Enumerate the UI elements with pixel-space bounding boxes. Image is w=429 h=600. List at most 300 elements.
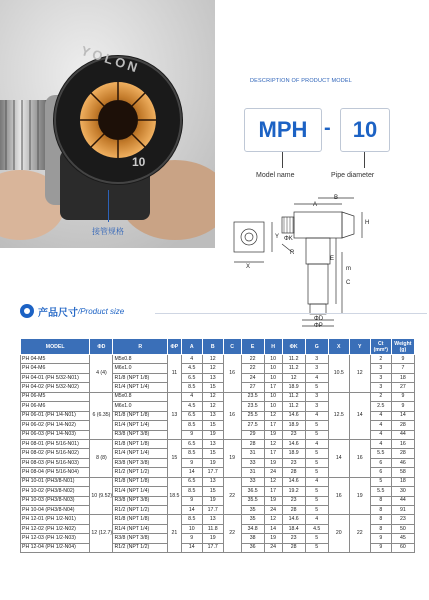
technical-drawing (222, 192, 429, 332)
group-y: 14 (349, 392, 370, 439)
table-cell: R1/4 (NPT 1/4) (113, 487, 168, 496)
table-cell: 8 (370, 496, 391, 505)
table-cell: 35.5 (241, 496, 264, 505)
table-cell: 5 (305, 506, 328, 515)
table-cell: 36 (241, 543, 264, 552)
table-cell: 44 (391, 430, 414, 439)
table-cell: M6x1.0 (113, 364, 168, 373)
table-cell: 33 (241, 477, 264, 486)
table-cell: 12 (202, 364, 223, 373)
table-cell: 9 (391, 402, 414, 411)
ring-brand-text: YOLON (79, 42, 143, 77)
column-header: MODEL (21, 339, 90, 355)
table-cell: 11.2 (282, 364, 305, 373)
table-cell: 4 (305, 515, 328, 524)
table-cell: 4 (181, 392, 202, 401)
table-cell: 4 (370, 439, 391, 448)
table-cell: 60 (391, 543, 414, 552)
column-header: Ct (mm²) (370, 339, 391, 355)
column-header: ΦK (282, 339, 305, 355)
tube-od-mm: 8 (96, 454, 99, 461)
table-cell: 33 (241, 458, 264, 467)
table-cell: 8.5 (181, 515, 202, 524)
table-cell: 31 (241, 449, 264, 458)
table-cell: PH 10-03 (PH3/8-N03) (21, 496, 90, 505)
table-cell: 13 (202, 477, 223, 486)
table-cell: 4.5 (181, 402, 202, 411)
table-cell: 14 (391, 411, 414, 420)
table-cell: 35 (241, 515, 264, 524)
table-cell: 19 (264, 534, 282, 543)
model-name-label: Model name (256, 172, 295, 179)
caption-pointer (108, 190, 109, 222)
table-cell: 14 (181, 506, 202, 515)
table-cell: 44 (391, 496, 414, 505)
table-cell: 9 (181, 458, 202, 467)
table-cell: 35 (241, 506, 264, 515)
section-icon (20, 304, 34, 318)
table-cell: 18.9 (282, 449, 305, 458)
table-cell: 9 (391, 355, 414, 364)
table-cell: 18 (391, 373, 414, 382)
group-p: 13 (168, 392, 182, 439)
table-cell: 10 (264, 373, 282, 382)
tube-od-inch: (12.7) (97, 530, 113, 537)
group-c: 22 (223, 515, 241, 553)
table-cell: R1/8 (NPT 1/8) (113, 515, 168, 524)
table-cell: 12 (264, 439, 282, 448)
table-cell: 34.8 (241, 524, 264, 533)
table-cell: 23 (391, 515, 414, 524)
table-cell: 5 (305, 487, 328, 496)
table-cell: 3 (370, 383, 391, 392)
table-cell: 4 (181, 355, 202, 364)
table-cell: 14 (264, 524, 282, 533)
table-cell: 17 (264, 421, 282, 430)
label-phik: ΦK (284, 236, 293, 242)
group-tube-od (90, 392, 113, 439)
table-cell: 13 (202, 439, 223, 448)
tube-od-mm: 4 (96, 369, 99, 376)
table-cell: 9 (391, 392, 414, 401)
table-cell: 58 (391, 468, 414, 477)
table-cell: 19 (202, 458, 223, 467)
table-cell: 9 (370, 543, 391, 552)
group-c: 16 (223, 355, 241, 393)
table-cell: 13 (202, 373, 223, 382)
table-cell: 4.5 (305, 524, 328, 533)
description-title: DESCRIPTION OF PRODUCT MODEL (250, 78, 353, 84)
table-cell: 10 (264, 355, 282, 364)
table-cell: R3/8 (NPT 3/8) (113, 534, 168, 543)
table-cell: 4 (305, 373, 328, 382)
table-cell: R1/4 (NPT 1/4) (113, 421, 168, 430)
table-cell: 27.5 (241, 421, 264, 430)
side-view-body (294, 212, 342, 238)
table-cell: 19 (202, 496, 223, 505)
table-cell: 24 (264, 506, 282, 515)
table-cell: 16 (391, 439, 414, 448)
table-cell: 28 (391, 449, 414, 458)
group-c: 19 (223, 439, 241, 477)
table-cell: PH 12-03 (PH 1/2-N03) (21, 534, 90, 543)
table-cell: 30 (391, 487, 414, 496)
tube-od-inch: (9.52) (97, 492, 113, 499)
table-cell: 12 (202, 392, 223, 401)
table-cell: 5 (305, 496, 328, 505)
column-header: ΦP (168, 339, 182, 355)
table-cell: 14.6 (282, 515, 305, 524)
table-cell: 17.7 (202, 506, 223, 515)
table-cell: 5 (305, 449, 328, 458)
table-cell: 45 (391, 534, 414, 543)
table-cell: 5 (305, 458, 328, 467)
table-cell: PH 12-02 (PH 1/2-N02) (21, 524, 90, 533)
table-cell: 19 (202, 430, 223, 439)
table-cell: 6.5 (181, 411, 202, 420)
table-cell: 4 (305, 411, 328, 420)
table-cell: 28 (282, 506, 305, 515)
column-header: H (264, 339, 282, 355)
table-cell: PH 04-M5 (21, 355, 90, 364)
table-cell: 5 (305, 430, 328, 439)
table-cell: 3 (370, 373, 391, 382)
column-header: Weight (g) (391, 339, 414, 355)
table-cell: 25.5 (241, 411, 264, 420)
tube-od-mm: 6 (92, 412, 96, 419)
table-cell: PH 10-04 (PH3/8-N04) (21, 506, 90, 515)
table-cell: 19.2 (282, 487, 305, 496)
table-cell: 6.5 (181, 439, 202, 448)
section-divider (155, 313, 427, 314)
table-cell: M6x1.0 (113, 402, 168, 411)
table-cell: PH 06-01 (PH 1/4-N01) (21, 411, 90, 420)
column-header: B (202, 339, 223, 355)
column-header: A (181, 339, 202, 355)
group-c: 16 (223, 392, 241, 439)
model-name-tick (282, 152, 283, 168)
table-cell: R1/8 (NPT 1/8) (113, 477, 168, 486)
table-cell: 8.5 (181, 383, 202, 392)
table-cell: 3 (305, 402, 328, 411)
tube-od-mm: 10 (91, 492, 98, 499)
table-cell: 7 (391, 364, 414, 373)
table-cell: PH 06-03 (PH 1/4-N03) (21, 430, 90, 439)
tube-od-inch: (8) (98, 454, 107, 461)
group-p: 18.5 (168, 477, 182, 515)
table-cell: PH 08-02 (PH 5/16-N02) (21, 449, 90, 458)
table-cell: 2.5 (370, 402, 391, 411)
table-cell: R1/2 (NPT 1/2) (113, 506, 168, 515)
group-y: 16 (349, 439, 370, 477)
table-cell: R1/2 (NPT 1/2) (113, 543, 168, 552)
table-cell: 18.9 (282, 383, 305, 392)
spec-table (20, 338, 415, 553)
table-cell: 6 (370, 468, 391, 477)
table-cell: 2 (370, 355, 391, 364)
table-cell: R1/4 (NPT 1/4) (113, 449, 168, 458)
table-cell: 29 (241, 430, 264, 439)
table-cell: PH 06-M5 (21, 392, 90, 401)
column-header: ΦD (90, 339, 113, 355)
table-cell: 23 (282, 534, 305, 543)
table-cell: 38 (241, 534, 264, 543)
table-cell: 9 (370, 534, 391, 543)
table-cell: 3 (370, 364, 391, 373)
group-y: 19 (349, 477, 370, 515)
label-phip: ΦP (314, 323, 323, 329)
table-cell: 8.5 (181, 421, 202, 430)
table-cell: M5x0.8 (113, 355, 168, 364)
table-row (21, 515, 415, 524)
table-cell: 14.6 (282, 439, 305, 448)
table-cell: 31 (241, 468, 264, 477)
table-cell: 5 (370, 477, 391, 486)
table-cell: 46 (391, 458, 414, 467)
table-cell: 2 (370, 392, 391, 401)
table-cell: 6.5 (181, 373, 202, 382)
table-cell: 19 (264, 458, 282, 467)
table-row (21, 355, 415, 364)
table-header-row (21, 339, 415, 355)
table-cell: 4.5 (181, 364, 202, 373)
photo-caption: 接管规格 (92, 227, 124, 236)
table-cell: 5 (305, 543, 328, 552)
table-cell: 3 (305, 364, 328, 373)
table-cell: 91 (391, 506, 414, 515)
table-cell: M5x0.8 (113, 392, 168, 401)
table-cell: 17.7 (202, 468, 223, 477)
column-header: R (113, 339, 168, 355)
table-cell: 23 (282, 496, 305, 505)
pipe-diameter-label: Pipe diameter (331, 172, 375, 179)
table-cell: 11.8 (202, 524, 223, 533)
label-m: m (346, 266, 351, 272)
table-cell: 11.2 (282, 392, 305, 401)
table-cell: 9 (181, 496, 202, 505)
table-cell: 11.2 (282, 402, 305, 411)
top-view-body (234, 222, 264, 252)
section-title: 产品尺寸 (38, 307, 78, 319)
section-subtitle: /Product size (78, 306, 125, 316)
table-cell: PH 04-M6 (21, 364, 90, 373)
table-cell: 5.5 (370, 449, 391, 458)
table-cell: PH 04-01 (PH 5/32-N01) (21, 373, 90, 382)
column-header: X (328, 339, 349, 355)
label-c: C (346, 280, 351, 286)
table-row (21, 439, 415, 448)
label-r: R (290, 250, 295, 256)
table-cell: PH 08-01 (PH 5/16-N01) (21, 439, 90, 448)
group-x: 14 (328, 439, 349, 477)
table-cell: 8.5 (181, 487, 202, 496)
table-cell: 24 (264, 468, 282, 477)
table-cell: PH 06-02 (PH 1/4-N02) (21, 421, 90, 430)
side-view-hex (342, 212, 354, 238)
group-y: 12 (349, 355, 370, 393)
table-cell: 10 (181, 524, 202, 533)
table-cell: 5 (305, 383, 328, 392)
tube-sleeve (308, 264, 328, 304)
table-cell: 8 (370, 506, 391, 515)
table-cell: 4 (370, 411, 391, 420)
table-cell: 22 (241, 355, 264, 364)
table-cell: 12 (264, 411, 282, 420)
table-cell: 4 (305, 477, 328, 486)
top-view-port (241, 229, 257, 245)
table-cell: 12 (282, 373, 305, 382)
tube-od-mm: 12 (91, 530, 98, 537)
group-p: 15 (168, 439, 182, 477)
model-dash: - (324, 117, 331, 139)
top-view-port-inner (245, 233, 253, 241)
table-cell: 17 (264, 449, 282, 458)
table-cell: 5 (305, 468, 328, 477)
group-p: 11 (168, 355, 182, 393)
table-cell: 28 (282, 543, 305, 552)
column-header: E (241, 339, 264, 355)
table-cell: 50 (391, 524, 414, 533)
table-cell: 36.5 (241, 487, 264, 496)
table-cell: R1/8 (NPT 1/8) (113, 411, 168, 420)
table-cell: R3/8 (NPT 3/8) (113, 458, 168, 467)
group-tube-od (90, 355, 113, 393)
table-cell: 19 (202, 534, 223, 543)
table-cell: 18 (391, 477, 414, 486)
table-cell: 17 (264, 487, 282, 496)
group-y: 22 (349, 515, 370, 553)
table-cell: PH 04-02 (PH 5/32-N02) (21, 383, 90, 392)
table-cell: 9 (181, 534, 202, 543)
table-cell: 6.5 (181, 477, 202, 486)
table-cell: R1/2 (NPT 1/2) (113, 468, 168, 477)
table-cell: 12 (264, 477, 282, 486)
section-header (20, 300, 124, 322)
table-cell: 17.7 (202, 543, 223, 552)
table-cell: 3 (305, 392, 328, 401)
group-p: 21 (168, 515, 182, 553)
pipe-diameter-tick (364, 152, 365, 168)
model-code-box: MPH (244, 108, 322, 152)
table-cell: 28 (391, 421, 414, 430)
table-cell: 14 (181, 543, 202, 552)
table-cell: 12 (264, 515, 282, 524)
group-x: 10.5 (328, 355, 349, 393)
table-cell: R1/4 (NPT 1/4) (113, 383, 168, 392)
table-cell: 15 (202, 421, 223, 430)
table-cell: 4 (370, 430, 391, 439)
table-cell: 12 (202, 355, 223, 364)
table-cell: PH 10-02 (PH3/8-N02) (21, 487, 90, 496)
table-cell: 5 (305, 534, 328, 543)
tube-od-inch: (6.35) (95, 412, 111, 419)
table-cell: PH 08-04 (PH 5/16-N04) (21, 468, 90, 477)
tube-body (306, 238, 330, 264)
label-x: X (246, 264, 251, 270)
table-cell: 17 (264, 383, 282, 392)
table-cell: 12 (202, 402, 223, 411)
table-cell: 14.6 (282, 411, 305, 420)
table-cell: R3/8 (NPT 3/8) (113, 496, 168, 505)
column-header: Y (349, 339, 370, 355)
table-cell: 23.5 (241, 402, 264, 411)
group-tube-od (90, 439, 113, 477)
table-row (21, 392, 415, 401)
table-cell: 22 (241, 364, 264, 373)
table-cell: 8 (370, 524, 391, 533)
table-cell: 15 (202, 487, 223, 496)
table-cell: 5.5 (370, 487, 391, 496)
table-cell: 18.9 (282, 421, 305, 430)
column-header: G (305, 339, 328, 355)
table-cell: PH 06-M6 (21, 402, 90, 411)
table-cell: 10 (264, 392, 282, 401)
table-cell: 4 (370, 421, 391, 430)
table-cell: 27 (391, 383, 414, 392)
table-cell: 11.2 (282, 355, 305, 364)
table-cell: 15 (202, 383, 223, 392)
table-cell: 5 (305, 421, 328, 430)
table-cell: 23 (282, 430, 305, 439)
table-cell: 6 (370, 458, 391, 467)
table-cell: 19 (264, 496, 282, 505)
label-h: H (365, 220, 370, 226)
table-cell: 28 (282, 468, 305, 477)
group-tube-od (90, 515, 113, 553)
tube-od-inch: (4) (98, 369, 107, 376)
table-cell: 23.5 (241, 392, 264, 401)
table-cell: 28 (241, 439, 264, 448)
label-b: B (334, 195, 339, 201)
table-cell: 10 (264, 402, 282, 411)
pipe-size-box: 10 (340, 108, 390, 152)
table-cell: 4 (305, 439, 328, 448)
table-cell: 8.5 (181, 449, 202, 458)
table-cell: PH 10-01 (PH3/8-N01) (21, 477, 90, 486)
label-y: Y (275, 234, 280, 240)
table-cell: 8 (370, 515, 391, 524)
table-cell: 15 (202, 449, 223, 458)
table-cell: R1/8 (NPT 1/8) (113, 373, 168, 382)
table-cell: 24 (241, 373, 264, 382)
table-cell: R1/8 (NPT 1/8) (113, 439, 168, 448)
group-x: 20 (328, 515, 349, 553)
group-x: 12.5 (328, 392, 349, 439)
label-phid: ΦD (314, 316, 324, 322)
table-cell: 14 (181, 468, 202, 477)
ring-size-mark: 10 (132, 155, 146, 169)
table-cell: PH 12-04 (PH 1/2-N04) (21, 543, 90, 552)
table-cell: 24 (264, 543, 282, 552)
group-c: 22 (223, 477, 241, 515)
group-x: 16 (328, 477, 349, 515)
table-cell: 18.4 (282, 524, 305, 533)
table-cell: R1/4 (NPT 1/4) (113, 524, 168, 533)
table-cell: 10 (264, 364, 282, 373)
column-header: C (223, 339, 241, 355)
table-cell: PH 08-03 (PH 5/16-N03) (21, 458, 90, 467)
table-row (21, 477, 415, 486)
label-e: E (330, 256, 335, 262)
table-cell: 13 (202, 515, 223, 524)
group-tube-od (90, 477, 113, 515)
table-cell: PH 12-01 (PH 1/2-N01) (21, 515, 90, 524)
table-cell: R3/8 (NPT 3/8) (113, 430, 168, 439)
table-cell: 19 (264, 430, 282, 439)
table-cell: 3 (305, 355, 328, 364)
table-cell: 23 (282, 458, 305, 467)
table-cell: 13 (202, 411, 223, 420)
